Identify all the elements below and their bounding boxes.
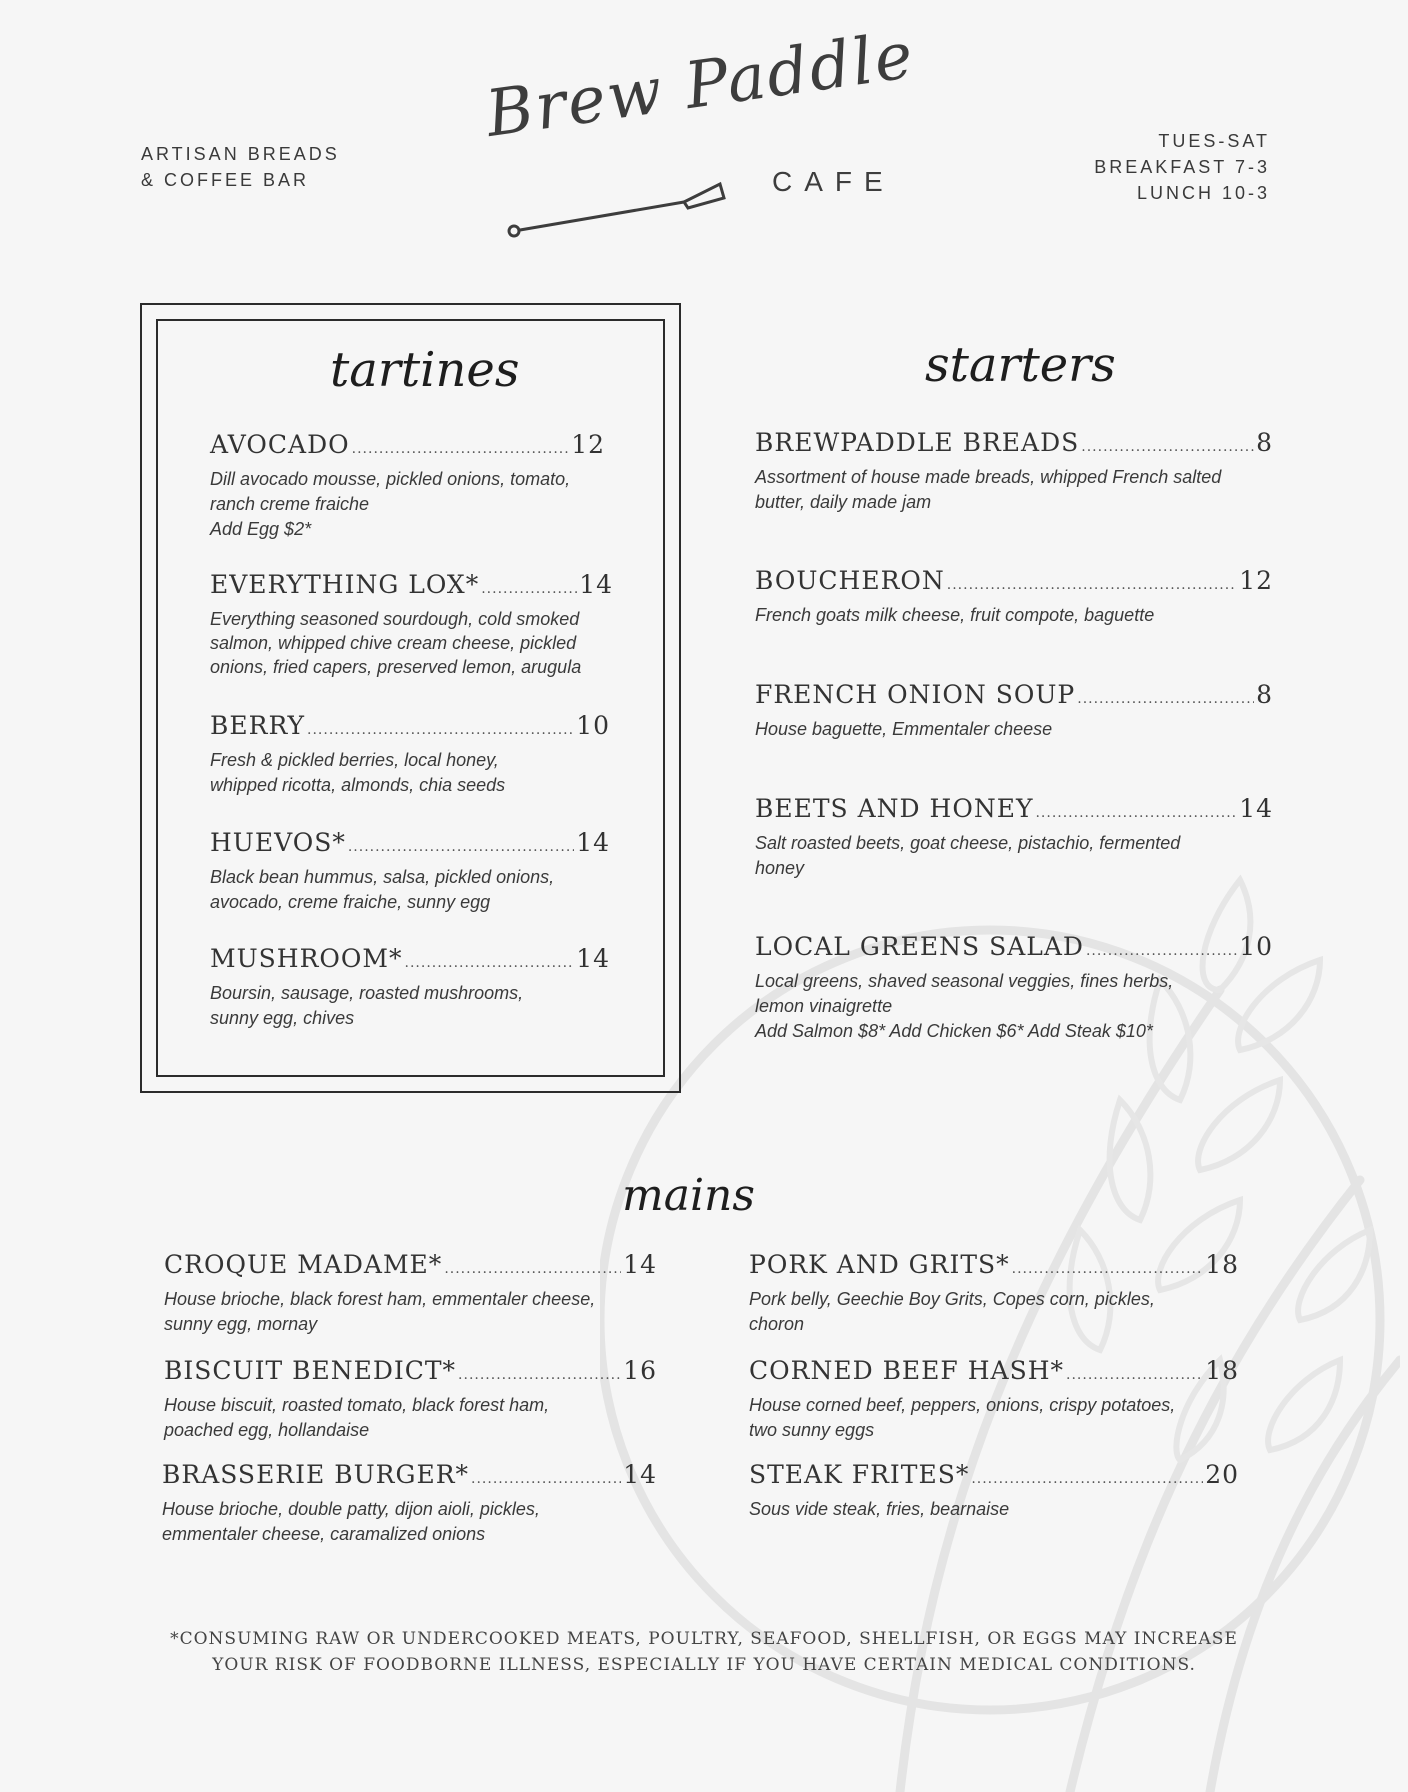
menu-item [755, 680, 1273, 742]
item-price: 8 [1256, 680, 1273, 709]
logo-cafe-text: CAFE [772, 166, 895, 197]
menu-item [210, 944, 610, 1031]
item-desc: Dill avocado mousse, pickled onions, tomato, [210, 469, 571, 489]
item-desc: French goats milk cheese, fruit compote, baguette [755, 605, 1155, 625]
item-desc: Assortment of house made breads, whipped French salted [755, 467, 1222, 487]
menu-item [755, 428, 1273, 515]
menu-item [755, 566, 1273, 628]
item-price: 14 [623, 1250, 657, 1279]
menu-item [755, 932, 1273, 1044]
tartines-heading: tartines [330, 342, 520, 398]
menu-item [162, 1460, 657, 1547]
health-disclaimer [0, 1626, 1408, 1678]
item-desc: onions, fried capers, preserved lemon, arugula [210, 657, 582, 677]
menu-item [749, 1250, 1239, 1337]
item-desc: lemon vinaigrette [755, 996, 893, 1016]
item-name: CORNED BEEF HASH* [749, 1356, 1065, 1385]
item-name: AVOCADO [210, 430, 350, 459]
item-desc: House biscuit, roasted tomato, black forest ham, [164, 1395, 550, 1415]
item-name: CROQUE MADAME* [164, 1250, 443, 1279]
item-price: 12 [571, 430, 605, 459]
starters-heading: starters [925, 337, 1116, 393]
item-price: 14 [576, 944, 610, 973]
hours [1094, 128, 1270, 206]
item-name: BISCUIT BENEDICT* [164, 1356, 457, 1385]
menu-item [749, 1460, 1239, 1522]
item-desc: sunny egg, mornay [164, 1314, 318, 1334]
item-price: 18 [1205, 1356, 1239, 1385]
item-name: PORK AND GRITS* [749, 1250, 1010, 1279]
item-desc: House brioche, black forest ham, emmentaler cheese, [164, 1289, 596, 1309]
menu-item [755, 794, 1273, 881]
item-name: BREWPADDLE BREADS [755, 428, 1080, 457]
item-desc: poached egg, hollandaise [164, 1420, 370, 1440]
item-price: 18 [1205, 1250, 1239, 1279]
item-name: HUEVOS* [210, 828, 346, 857]
menu-item [749, 1356, 1239, 1443]
item-price: 14 [576, 828, 610, 857]
item-price: 14 [623, 1460, 657, 1489]
item-name: EVERYTHING LOX* [210, 570, 480, 599]
item-desc: honey [755, 858, 805, 878]
hours-days: TUES-SAT [1158, 131, 1270, 151]
item-name: MUSHROOM* [210, 944, 403, 973]
item-desc: sunny egg, chives [210, 1008, 355, 1028]
item-price: 14 [1239, 794, 1273, 823]
hours-lunch: LUNCH 10-3 [1136, 183, 1270, 203]
item-name: FRENCH ONION SOUP [755, 680, 1076, 709]
item-name: BOUCHERON [755, 566, 945, 595]
item-price: 10 [576, 711, 610, 740]
item-name: BERRY [210, 711, 306, 740]
item-desc: two sunny eggs [749, 1420, 875, 1440]
menu-item [164, 1356, 657, 1443]
item-price: 10 [1239, 932, 1273, 961]
item-price: 14 [579, 570, 613, 599]
item-addon: Add Salmon $8* Add Chicken $6* Add Steak $10* [755, 1021, 1153, 1041]
item-desc: choron [749, 1314, 805, 1334]
item-desc: Boursin, sausage, roasted mushrooms, [210, 983, 524, 1003]
menu-item [210, 430, 605, 542]
item-desc: House corned beef, peppers, onions, crispy potatoes, [749, 1395, 1176, 1415]
item-price: 16 [623, 1356, 657, 1385]
disclaimer-line2: YOUR RISK OF FOODBORNE ILLNESS, ESPECIALLY IF YOU HAVE CERTAIN MEDICAL CONDITIONS. [212, 1655, 1196, 1675]
menu-item [210, 570, 613, 679]
tagline-line1: ARTISAN BREADS [141, 144, 340, 164]
menu-item [210, 711, 610, 798]
item-desc: House brioche, double patty, dijon aioli, pickles, [162, 1499, 540, 1519]
item-desc: Salt roasted beets, goat cheese, pistachio, fermented [755, 833, 1181, 853]
hours-breakfast: BREAKFAST 7-3 [1094, 157, 1270, 177]
tagline-line2: & COFFEE BAR [141, 170, 310, 190]
item-desc: Fresh & pickled berries, local honey, [210, 750, 499, 770]
item-name: BEETS AND HONEY [755, 794, 1034, 823]
item-price: 8 [1256, 428, 1273, 457]
item-price: 12 [1239, 566, 1273, 595]
item-desc: ranch creme fraiche [210, 494, 370, 514]
disclaimer-line1: *CONSUMING RAW OR UNDERCOOKED MEATS, POULTRY, SEAFOOD, SHELLFISH, OR EGGS MAY INCREASE [170, 1629, 1238, 1649]
item-desc: emmentaler cheese, caramalized onions [162, 1524, 486, 1544]
item-desc: whipped ricotta, almonds, chia seeds [210, 775, 506, 795]
brand-logo [481, 18, 924, 248]
menu-item [164, 1250, 657, 1337]
item-desc: butter, daily made jam [755, 492, 932, 512]
tagline [141, 141, 340, 193]
menu-item [210, 828, 610, 915]
item-price: 20 [1205, 1460, 1239, 1489]
logo-script-text: Brew Paddle [481, 18, 920, 152]
item-desc: House baguette, Emmentaler cheese [755, 719, 1053, 739]
item-name: LOCAL GREENS SALAD [755, 932, 1084, 961]
item-name: STEAK FRITES* [749, 1460, 970, 1489]
item-addon: Add Egg $2* [210, 519, 312, 539]
item-desc: Local greens, shaved seasonal veggies, fines herbs, [755, 971, 1174, 991]
item-name: BRASSERIE BURGER* [162, 1460, 470, 1489]
item-desc: Black bean hummus, salsa, pickled onions, [210, 867, 555, 887]
mains-heading: mains [622, 1170, 755, 1221]
item-desc: avocado, creme fraiche, sunny egg [210, 892, 491, 912]
item-desc: Pork belly, Geechie Boy Grits, Copes corn, pickles, [749, 1289, 1155, 1309]
item-desc: Everything seasoned sourdough, cold smoked [210, 609, 580, 629]
item-desc: Sous vide steak, fries, bearnaise [749, 1499, 1010, 1519]
item-desc: salmon, whipped chive cream cheese, pickled [210, 633, 577, 653]
